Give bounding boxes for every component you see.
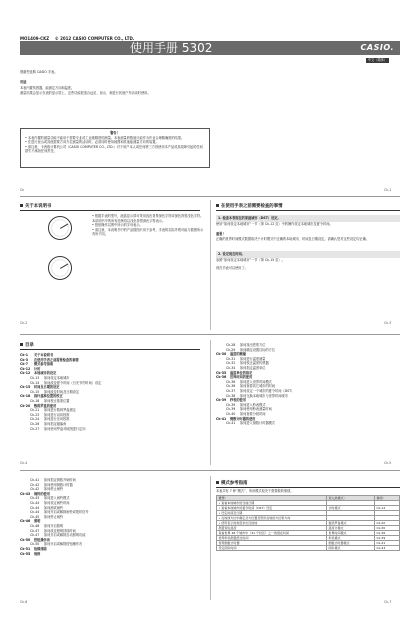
toc-page-ref: Ck-20 [20, 403, 31, 408]
toc-label: 如何停止闹铃 [44, 487, 64, 492]
section-heading: 模式参考指南 [216, 480, 400, 488]
bullet-square [216, 481, 219, 484]
toc-label: 如何查看分段时间 [240, 411, 266, 416]
step2-text: 参照“如何设定本地城市”一节（第 Ck-15 页）。 [216, 258, 285, 262]
table-cell: Ck-39 [375, 536, 400, 541]
column-divider [210, 476, 211, 600]
table-row [217, 546, 400, 551]
table-cell: Ck-41 [375, 541, 400, 546]
warning-title: 警告！ [110, 131, 120, 135]
toc-left-column [20, 353, 208, 431]
toc-label: 如何开启照明 [44, 523, 64, 528]
table-cell: • 查看本地城市的当前日期 [217, 501, 327, 506]
toc-page-ref: Ck-30 [216, 352, 227, 357]
toc-label: 在使用手表之前需要检查的事情 [34, 357, 79, 362]
toc-label: 如何确定设置目标的方位 [240, 347, 276, 352]
toc-continued-column [20, 478, 208, 556]
column-divider [210, 340, 211, 465]
table-cell: 世界时间模式 [327, 531, 375, 536]
page-number: Ck-1 [384, 188, 392, 192]
toc-page-ref: Ck-35 [216, 370, 227, 375]
toc-label: 如何开启或解除自动照明功能 [44, 533, 86, 538]
table-cell: Ck-30 [375, 526, 400, 531]
toc-page-ref: Ck-55 [20, 551, 31, 556]
toc-page-ref: Ck-39 [216, 398, 227, 403]
toc-label: 如何指定温度单位 [240, 365, 266, 370]
toc-page-ref: Ck-7 [20, 362, 28, 367]
column-header: 参阅： [375, 496, 400, 501]
model-code: MO1409-CKZ [20, 36, 50, 41]
step1-text: 使用“如何设定本地城市”一节（第 Ck-12 页）中的操作设定本地城市及夏令时间。 [216, 222, 333, 226]
toc-label: 闹铃的使用 [34, 491, 50, 496]
about-manual-text [92, 214, 204, 237]
about-line: • 按钮操作以图中所示的字母表示。 [92, 223, 143, 228]
toc-label: 如何进行温度测量 [240, 356, 266, 361]
toc-page-ref: Ck-24 [30, 417, 40, 422]
toc-page-ref: Ck-42 [30, 482, 40, 487]
mode-reference-table [216, 495, 400, 551]
toc-label: 数码罗盘的使用 [34, 403, 57, 408]
page-number: Ck-4 [20, 461, 28, 465]
toc-page-ref: Ck-26 [30, 421, 40, 426]
toc-label: 如何校正基准位置 [44, 398, 70, 403]
toc-page-ref: Ck-41 [30, 478, 40, 482]
warning-line: • 请注意，卡西欧计算机公司（CASIO COMPUTER CO., LTD.）对于用户本人或任何第三方因使用本产品或其故障引起的任何损失不承担任何责任。 [25, 144, 203, 154]
step2-title: 2. 设定现在时间。 [216, 251, 400, 258]
usage-heading: 用途 [20, 80, 27, 84]
divider [20, 196, 400, 197]
table-cell: • 设定时间及日期 [217, 511, 327, 516]
toc-label: 温度的测量 [230, 352, 246, 357]
toc-page-ref: Ck-18 [30, 398, 40, 403]
toc-page-ref: Ck-39 [226, 402, 236, 407]
usage-text [20, 86, 210, 95]
toc-label: 如何开启或解除按钮操作音 [44, 542, 83, 547]
toc-label: 如何校正温度传感器 [240, 361, 269, 366]
usage-line: 本表内置传感器，能测定方向和温度。 [20, 86, 75, 90]
about-line: • 根据手表的型号，液晶显示屏可采用浅色背景深色字符或深色背景浅色字符。本说明书中的所有范例均以浅色背景深色字符表示。 [92, 214, 204, 223]
toc-label: 如何设定本地城市 [44, 375, 70, 380]
toc-page-ref: Ck-41 [226, 421, 236, 426]
toc-page-ref: Ck-36 [226, 379, 236, 384]
table-cell: Ck-20 [375, 521, 400, 526]
toc-label: 秒表的使用 [230, 398, 246, 403]
toc-page-ref: Ck-34 [226, 365, 236, 370]
toc-page-ref: Ck-36 [216, 375, 227, 380]
usage-line: 测量结果会显示在表的显示屏上，这些功能很适合远足、登山、和进行其他户外活动时使用。 [20, 90, 151, 95]
toc-page-ref: Ck-3 [20, 357, 28, 362]
toc-page-ref: Ck-45 [30, 514, 40, 519]
table-cell: 倒数计时器模式 [327, 541, 375, 546]
toc-page-ref: Ck-15 [30, 389, 40, 394]
table-cell: 数码罗盘模式 [327, 521, 375, 526]
table-cell: 温度计模式 [327, 526, 375, 531]
bullet-square [20, 343, 23, 346]
toc-page-ref: Ck-32 [226, 361, 236, 366]
toc-label: 计时 [34, 366, 41, 371]
toc-label: 温度单位的指定 [230, 370, 253, 375]
toc-label: 如何改变时间及日期设定 [44, 389, 80, 394]
toc-page-ref: Ck-46 [20, 519, 31, 524]
toc-label: 如何使用秒表测量时间 [240, 407, 272, 412]
page-number: Ck-6 [20, 600, 28, 604]
page-number: Ck [20, 188, 25, 192]
table-body [217, 501, 400, 551]
toc-label: 时间及日期的设定 [34, 385, 60, 390]
column-header: 进入此模式： [327, 496, 375, 501]
page-title: 使用手册 5302 [130, 41, 213, 55]
page-number: Ck-2 [20, 321, 28, 325]
toc-label: 模式参考指南 [34, 362, 54, 367]
bullet-square [216, 204, 219, 207]
toc-page-ref: Ck-47 [30, 533, 40, 538]
table-cell: Ck-12 [375, 506, 400, 511]
language-tag: 中文（简体） [368, 58, 388, 62]
toc-label: 按钮操作音 [34, 537, 50, 542]
toc-right-column [216, 343, 400, 426]
column-header: 要想： [217, 496, 327, 501]
toc-label: 倒数计时器的使用 [230, 416, 256, 421]
warning-line: • 本表内置的测量功能不能用于需要专业或工业级精度的测量。本表测量的数值只能作为作业合理精确度的结果。 [25, 135, 185, 140]
toc-page-ref: Ck-42 [30, 487, 40, 492]
toc-page-ref: Ck-44 [30, 505, 40, 510]
toc-page-ref: Ck-50 [30, 542, 40, 547]
table-cell: 查看世界 48 个城市中（31 个时区）之一的现在时间 [217, 531, 327, 536]
toc-label: 如何交换本地城市与世界时间城市 [240, 393, 288, 398]
toc-label: 如何进入秒表模式 [240, 402, 266, 407]
toc-label: 如何停止闹铃 [44, 514, 64, 519]
table-cell: 设定闹铃时间 [217, 546, 327, 551]
toc-label: 如何找出您的方位 [240, 343, 266, 347]
toc-page-ref: Ck-37 [226, 388, 236, 393]
toc-page-ref: Ck-14 [30, 380, 40, 385]
divider [20, 470, 400, 471]
toc-page-ref: Ck-31 [226, 356, 236, 361]
toc-label: 照明 [34, 519, 41, 524]
toc-page-ref: Ck-28 [226, 343, 236, 347]
toc-page-ref: Ck-36 [226, 384, 236, 389]
copyright: © 2012 CASIO COMPUTER CO., LTD. [54, 36, 135, 41]
toc-page-ref: Ck-44 [30, 510, 40, 515]
column-divider [210, 200, 211, 330]
table-cell: 使用倒数计时器 [217, 541, 327, 546]
toc-entry [216, 421, 400, 426]
about-line: • 请注意，本说明书中的产品插图只用于参考，手表的实际外观可能与插图所示有所不同。 [92, 227, 204, 237]
toc-page-ref: Ck-43 [20, 491, 31, 496]
toc-page-ref: Ck-39 [226, 407, 236, 412]
toc-label: 如何查看其它城市的时间 [240, 384, 276, 389]
toc-label: 如何进入世界时间模式 [240, 379, 272, 384]
toc-page-ref: Ck-50 [20, 537, 31, 542]
toc-page-ref: Ck-51 [20, 546, 31, 551]
toc-page-ref: Ck-46 [30, 523, 40, 528]
table-cell: • 查看本地城市的夏令时间（DST）设定 [217, 506, 327, 511]
table-cell: Ck-36 [375, 531, 400, 536]
page-number: Ck-5 [384, 461, 392, 465]
important-text: 正确的世界时间模式数据取决于计时模式中正确的本地城市、时间及日期设定。请确认您对这些设定均正确。 [216, 237, 369, 241]
toc-page-ref: Ck-29 [226, 347, 236, 352]
watch-face-illustration [48, 256, 72, 280]
toc-label: 如何改变夏令时间（日光节约时间）设定 [44, 380, 102, 385]
toc-label: 如何设定闹铃时间 [44, 500, 70, 505]
mode-guide-intro: 本表共有 7 种“模式”，所用模式取决于需要做的事情。 [216, 489, 294, 493]
toc-label: 本地城市的设定 [34, 371, 57, 376]
table-cell: Ck-43 [375, 546, 400, 551]
toc-label: 如何进入闹铃模式 [44, 496, 70, 501]
toc-label: 如何进行数码罗盘测定 [44, 408, 76, 413]
toc-page-ref: Ck-43 [30, 496, 40, 501]
watch-face-illustration [48, 216, 72, 240]
toc-label: 如何指定倒数开始时间 [44, 478, 76, 482]
section-heading: 关于本说明书 [20, 203, 200, 211]
table-cell: • 在地球方位中确定北方位置及您所在地的方位和方向 [217, 516, 327, 521]
toc-page-ref: Ck-23 [30, 412, 40, 417]
toc-label: 规格 [34, 551, 41, 556]
table-cell: 秒表模式 [327, 536, 375, 541]
warning-line: • 在进行登山或其他需要方向方位测量的活动时，必须同时使用地图和其他能测量方向的装置。 [25, 140, 159, 145]
toc-label: 如何指定磁偏角 [44, 421, 67, 426]
brand-logo: CASIO. [360, 43, 394, 52]
toc-label: 如何使用倒数计时器 [44, 482, 73, 487]
toc-label: 世界时间的使用 [230, 375, 253, 380]
toc-label: 如何改变照明持续时间 [44, 528, 76, 533]
table-cell: • 使用表示的角度求出目的地 [217, 521, 327, 526]
toc-page-ref: Ck-13 [30, 375, 40, 380]
toc-label: 指针基准位置的校正 [34, 394, 63, 399]
table-cell: 测量现在温度 [217, 526, 327, 531]
toc-label: 如何进行双向校准 [44, 412, 70, 417]
toc-label: 故障排除 [34, 546, 47, 551]
toc-label: 如何测试闹铃 [44, 505, 64, 510]
section-heading: 目录 [20, 342, 200, 350]
toc-label: 关于本说明书 [34, 353, 54, 357]
toc-page-ref: Ck-18 [20, 394, 31, 399]
toc-entry [20, 427, 208, 432]
toc-page-ref: Ck-1 [20, 353, 28, 357]
toc-label: 如何使用罗盘对地图进行定向 [44, 426, 86, 431]
table-cell: 计时模式 [327, 506, 375, 511]
divider [20, 334, 400, 335]
title-bar [20, 41, 400, 55]
toc-page-ref: Ck-38 [226, 393, 236, 398]
ready-text: 现在手表可以使用了。 [216, 266, 248, 270]
warning-box [20, 128, 210, 168]
toc-label: 如何设定一个城市的夏令时间（DST） [240, 388, 295, 393]
toc-page-ref: Ck-47 [30, 528, 40, 533]
toc-page-ref: Ck-40 [226, 411, 236, 416]
intro-thanks: 感谢您选购 CASIO 手表。 [20, 70, 58, 74]
toc-page-ref: Ck-15 [20, 385, 31, 390]
page-number: Ck-7 [384, 600, 392, 604]
toc-entry [20, 552, 208, 557]
toc-page-ref: Ck-44 [30, 500, 40, 505]
toc-page-ref: Ck-41 [216, 416, 227, 421]
bullet-square [20, 204, 23, 207]
toc-page-ref: Ck-21 [30, 408, 40, 413]
page-number: Ck-3 [384, 321, 392, 325]
section-heading: 在使用手表之前需要检查的事情 [216, 203, 400, 211]
important-label: 重要！ [216, 232, 226, 236]
toc-page-ref: Ck-12 [20, 366, 31, 371]
step1-title: 1. 检查本表现在的家庭城市（DST）设定。 [216, 215, 400, 222]
toc-page-ref: Ck-12 [20, 371, 31, 376]
toc-label: 如何开启或解除闹铃或报时信号 [44, 510, 89, 515]
table-cell: 使用秒表测量经过时间 [217, 536, 327, 541]
toc-page-ref: Ck-27 [30, 426, 40, 431]
toc-label: 如何进入倒数计时器模式 [240, 421, 276, 426]
toc-label: 如何进行北向校准 [44, 417, 70, 422]
table-cell: 闹铃模式 [327, 546, 375, 551]
